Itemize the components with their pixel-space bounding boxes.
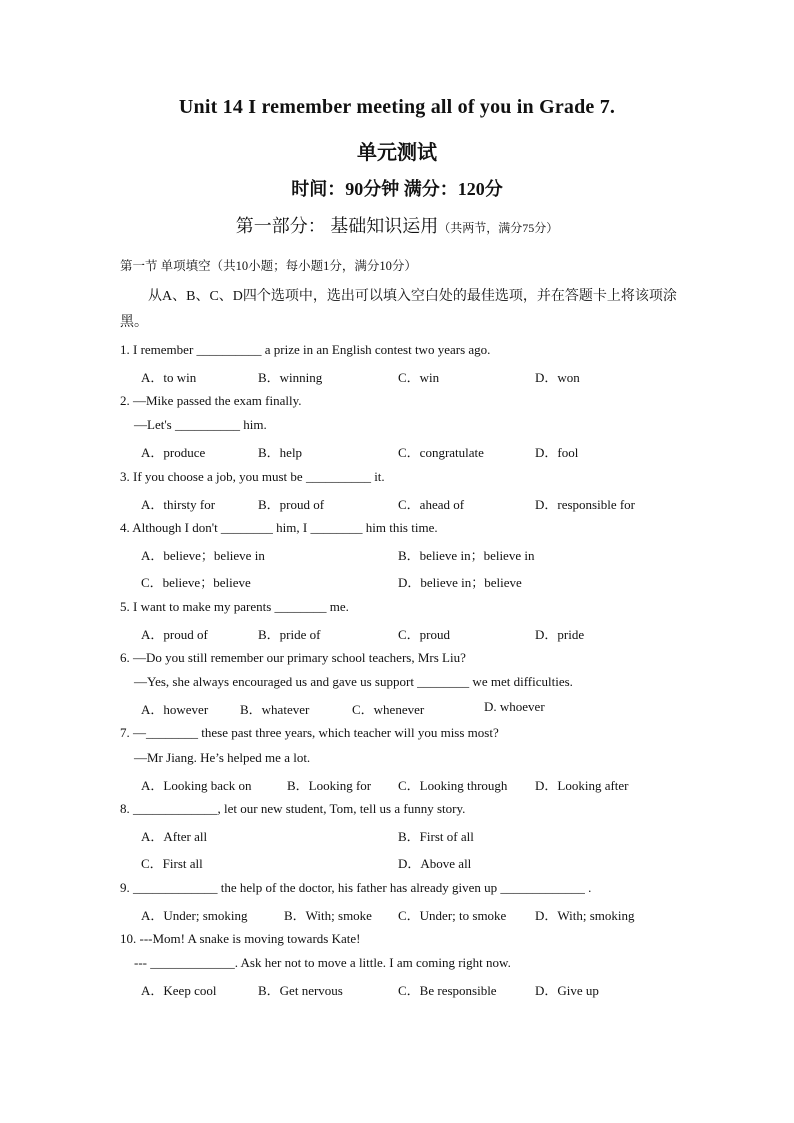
q5-option-d: D．pride — [535, 627, 585, 642]
question-4-stem: 4. Although I don't ________ him, I ________ him this time. — [120, 520, 438, 535]
q2-option-b: B．help — [258, 445, 303, 460]
q7-option-b: B．Looking for — [287, 778, 372, 793]
q3-option-d: D．responsible for — [535, 497, 636, 512]
q10-option-b: B．Get nervous — [258, 983, 343, 998]
q9-option-b: B．With; smoke — [284, 908, 372, 923]
question-6-line-2: —Yes, she always encouraged us and gave us support ________ we met difficulties. — [134, 674, 573, 689]
q6-option-b: B．whatever — [240, 702, 310, 717]
q6-option-d: D. whoever — [484, 699, 545, 714]
question-3-stem: 3. If you choose a job, you must be __________ it. — [120, 469, 385, 484]
part-heading — [0, 212, 794, 238]
q2-option-c: C．congratulate — [398, 445, 484, 460]
q9-option-d: D．With; smoking — [535, 908, 635, 923]
q8-option-a: A．After all — [141, 829, 208, 844]
question-10-stem: 10. ---Mom! A snake is moving towards Kate! — [120, 931, 361, 946]
unit-title: Unit 14 I remember meeting all of you in Grade 7. — [178, 96, 616, 118]
q8-option-b: B．First of all — [398, 829, 474, 844]
q1-option-b: B．winning — [258, 370, 323, 385]
q7-option-a: A．Looking back on — [141, 778, 252, 793]
question-9-stem: 9. _____________ the help of the doctor, his father has already given up _____________ . — [120, 880, 592, 895]
q9-option-a: A．Under; smoking — [141, 908, 248, 923]
question-8-stem: 8. _____________, let our new student, Tom, tell us a funny story. — [120, 801, 466, 816]
q3-option-a: A．thirsty for — [141, 497, 216, 512]
q10-option-a: A．Keep cool — [141, 983, 217, 998]
question-6-stem: 6. —Do you still remember our primary school teachers, Mrs Liu? — [120, 650, 466, 665]
instruction-text: 从A、B、C、D四个选项中，选出可以填入空白处的最佳选项，并在答题卡上将该项涂黑。 — [120, 289, 677, 330]
q4-option-b: B．believe in；believe in — [398, 548, 535, 563]
q6-option-c: C．whenever — [352, 702, 425, 717]
q7-option-d: D．Looking after — [535, 778, 629, 793]
section-heading: 第一节 单项填空（共10小题；每小题1分，满分10分） — [120, 259, 417, 273]
q1-option-d: D．won — [535, 370, 580, 385]
q4-option-d: D．believe in；believe — [398, 575, 522, 590]
q7-option-c: C．Looking through — [398, 778, 508, 793]
q6-option-a: A．however — [141, 702, 209, 717]
q4-option-c: C．believe；believe — [141, 575, 251, 590]
question-5-stem: 5. I want to make my parents ________ me. — [120, 599, 349, 614]
q5-option-a: A．proud of — [141, 627, 208, 642]
part-title: 第一部分： 基础知识运用 — [235, 216, 439, 236]
q3-option-b: B．proud of — [258, 497, 325, 512]
q10-option-d: D．Give up — [535, 983, 599, 998]
question-2-stem: 2. —Mike passed the exam finally. — [120, 393, 302, 408]
q5-option-b: B．pride of — [258, 627, 321, 642]
part-note: （共两节，满分75分） — [438, 221, 559, 235]
q5-option-c: C．proud — [398, 627, 451, 642]
q3-option-c: C．ahead of — [398, 497, 465, 512]
question-10-line-2: --- _____________. Ask her not to move a little. I am coming right now. — [134, 955, 511, 970]
q4-option-a: A．believe；believe in — [141, 548, 265, 563]
q8-option-c: C．First all — [141, 856, 203, 871]
time-score-line: 时间：90分钟 满分：120分 — [291, 179, 503, 199]
question-2-line-2: —Let's __________ him. — [134, 417, 267, 432]
q9-option-c: C．Under; to smoke — [398, 908, 507, 923]
q1-option-a: A．to win — [141, 370, 197, 385]
question-7-line-2: —Mr Jiang. He’s helped me a lot. — [134, 750, 311, 765]
q8-option-d: D．Above all — [398, 856, 472, 871]
test-subtitle: 单元测试 — [357, 142, 437, 164]
question-7-stem: 7. —________ these past three years, which teacher will you miss most? — [120, 725, 499, 740]
q2-option-d: D．fool — [535, 445, 579, 460]
q1-option-c: C．win — [398, 370, 440, 385]
q10-option-c: C．Be responsible — [398, 983, 497, 998]
question-1-stem: 1. I remember __________ a prize in an English contest two years ago. — [120, 342, 491, 357]
q2-option-a: A．produce — [141, 445, 206, 460]
